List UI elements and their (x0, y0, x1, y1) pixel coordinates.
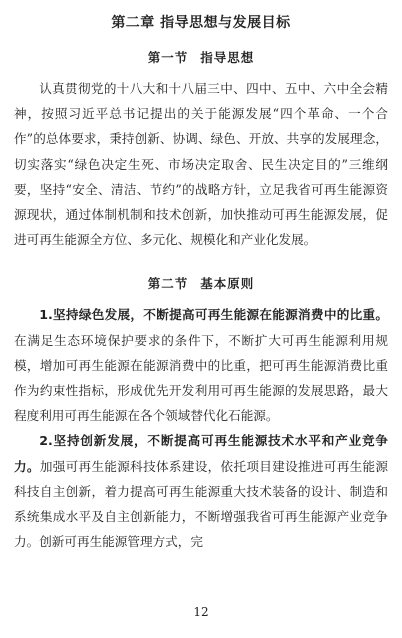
principle-1-body: 在满足生态环境保护要求的条件下，不断扩大可再生能源利用规模，增加可再生能源在能源消费中的比重，把可再生能源消费比重作为约束性指标，形成优先开发利用可再生能源的发展思路，最大程度利用可再生能源在各个领域替代化石能源。 (14, 332, 388, 424)
principle-2-paragraph (14, 428, 388, 554)
principle-1-paragraph (14, 302, 388, 428)
section-2-number: 第二节 (147, 276, 189, 292)
section-1-heading (14, 48, 388, 66)
section-1-number: 第一节 (147, 50, 189, 65)
chapter-title: 第二章 指导思想与发展目标 (111, 15, 291, 31)
principle-1-heading: 1.坚持绿色发展，不断提高可再生能源在能源消费中的比重。 (39, 307, 388, 323)
section-1-title: 指导思想 (200, 50, 255, 65)
section-2-title: 基本原则 (200, 276, 255, 292)
section-1-paragraph: 认真贯彻党的十八大和十八届三中、四中、五中、六中全会精神，按照习近平总书记提出的关于能源发展“四个革命、一个合作”的总体要求，秉持创新、协调、绿色、开放、共享的发展理念，切实落实“绿色决定生死、市场决定取舍、民生决定目的”三维纲要，坚持“安全、清洁、节约”的战略方针，立足我省可再生能源资源现状，通过体制机制和技术创新，加快推动可再生能源发展，促进可再生能源全方位、多元化、规模化和产业化发展。 (14, 81, 388, 248)
principle-2-heading: 2.坚持创新发展，不断提高可再生能源技术水平和产业竞争力。 (14, 433, 388, 474)
section-2-heading (14, 274, 388, 292)
section-gap (14, 252, 388, 274)
principle-2-body: 加强可再生能源科技体系建设，依托项目建设推进可再生能源科技自主创新，着力提高可再生能源重大技术装备的设计、制造和系统集成水平及自主创新能力，不断增强我省可再生能源产业竞争力。创新可再生能源管理方式，完 (14, 458, 389, 550)
page-number: 12 (193, 605, 209, 619)
